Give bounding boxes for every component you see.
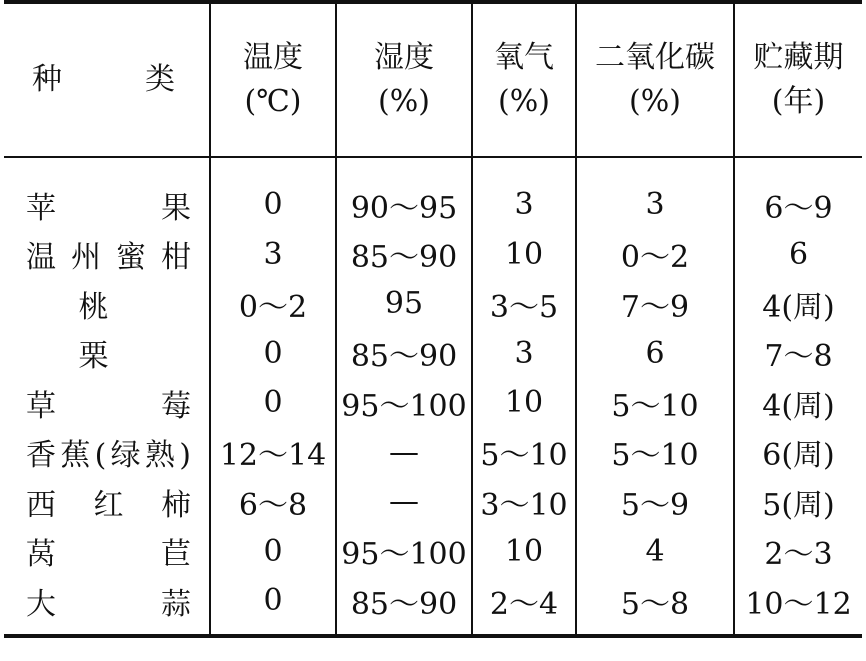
species-label: 草 莓 (26, 388, 191, 424)
humidity-cell: 85～90 (336, 576, 472, 636)
species-label: 桃 (78, 289, 109, 325)
species-label: 西 红 柿 (26, 487, 191, 523)
temperature-cell: 0～2 (210, 279, 336, 329)
humidity-cell: 90～95 (336, 157, 472, 230)
co2-cell: 6 (576, 329, 734, 379)
temperature-cell: 12～14 (210, 428, 336, 478)
temperature-cell: 0 (210, 527, 336, 577)
species-label: 苹 果 (26, 190, 191, 226)
table-row (4, 279, 862, 329)
humidity-cell: — (336, 428, 472, 478)
header-storage-period-unit: (年) (771, 84, 826, 119)
oxygen-cell: 3 (472, 329, 576, 379)
header-oxygen-unit: (%) (498, 84, 550, 119)
species-cell (4, 527, 210, 577)
header-co2-unit: (%) (629, 84, 681, 119)
table-row (4, 576, 862, 636)
humidity-cell: — (336, 477, 472, 527)
header-oxygen-label: 氧气 (494, 40, 554, 75)
oxygen-cell: 10 (472, 527, 576, 577)
temperature-cell: 0 (210, 157, 336, 230)
temperature-cell: 3 (210, 230, 336, 280)
header-storage-period (734, 4, 862, 157)
oxygen-cell: 3 (472, 157, 576, 230)
oxygen-cell: 3～5 (472, 279, 576, 329)
oxygen-cell: 10 (472, 378, 576, 428)
temperature-cell: 0 (210, 576, 336, 636)
table-row (4, 527, 862, 577)
storage-period-cell: 5(周) (734, 477, 862, 527)
header-humidity-label: 湿度 (374, 40, 434, 75)
header-co2-label: 二氧化碳 (595, 40, 715, 75)
table-row (4, 329, 862, 379)
storage-period-cell: 6～9 (734, 157, 862, 230)
co2-cell: 5～10 (576, 378, 734, 428)
humidity-cell: 85～90 (336, 230, 472, 280)
header-species (4, 4, 210, 157)
header-humidity-unit: (%) (378, 84, 430, 119)
co2-cell: 5～10 (576, 428, 734, 478)
co2-cell: 0～2 (576, 230, 734, 280)
header-temperature-label: 温度 (243, 40, 303, 75)
temperature-cell: 0 (210, 378, 336, 428)
header-row (4, 4, 862, 157)
humidity-cell: 95～100 (336, 527, 472, 577)
table-row (4, 477, 862, 527)
storage-period-cell: 6 (734, 230, 862, 280)
storage-period-cell: 7～8 (734, 329, 862, 379)
co2-cell: 3 (576, 157, 734, 230)
species-label: 栗 (78, 339, 109, 375)
header-storage-period-label: 贮藏期 (753, 40, 844, 75)
table-row (4, 428, 862, 478)
humidity-cell: 85～90 (336, 329, 472, 379)
species-label: 温州蜜柑 (26, 240, 191, 276)
header-oxygen (472, 4, 576, 157)
storage-period-cell: 4(周) (734, 378, 862, 428)
species-cell (4, 576, 210, 636)
species-label: 大 蒜 (26, 586, 191, 622)
humidity-cell: 95～100 (336, 378, 472, 428)
storage-period-cell: 2～3 (734, 527, 862, 577)
storage-period-cell: 10～12 (734, 576, 862, 636)
table-row (4, 157, 862, 230)
temperature-cell: 0 (210, 329, 336, 379)
oxygen-cell: 5～10 (472, 428, 576, 478)
table-row (4, 230, 862, 280)
storage-conditions-table (4, 0, 862, 638)
header-temperature-unit: (℃) (244, 84, 302, 119)
species-cell (4, 157, 210, 230)
species-cell (4, 378, 210, 428)
humidity-cell: 95 (336, 279, 472, 329)
co2-cell: 7～9 (576, 279, 734, 329)
species-cell (4, 428, 210, 478)
header-temperature (210, 4, 336, 157)
table-body (4, 157, 862, 636)
species-cell (4, 477, 210, 527)
species-label: 莴 苣 (26, 537, 191, 573)
storage-period-cell: 6(周) (734, 428, 862, 478)
species-cell (4, 279, 210, 329)
species-label: 香蕉(绿熟) (26, 438, 191, 474)
co2-cell: 5～9 (576, 477, 734, 527)
oxygen-cell: 10 (472, 230, 576, 280)
table-header (4, 2, 862, 157)
co2-cell: 5～8 (576, 576, 734, 636)
storage-period-cell: 4(周) (734, 279, 862, 329)
oxygen-cell: 2～4 (472, 576, 576, 636)
co2-cell: 4 (576, 527, 734, 577)
table-row (4, 378, 862, 428)
oxygen-cell: 3～10 (472, 477, 576, 527)
species-cell (4, 329, 210, 379)
header-humidity (336, 4, 472, 157)
species-cell (4, 230, 210, 280)
header-species-label: 种 类 (32, 62, 175, 97)
header-co2 (576, 4, 734, 157)
temperature-cell: 6～8 (210, 477, 336, 527)
